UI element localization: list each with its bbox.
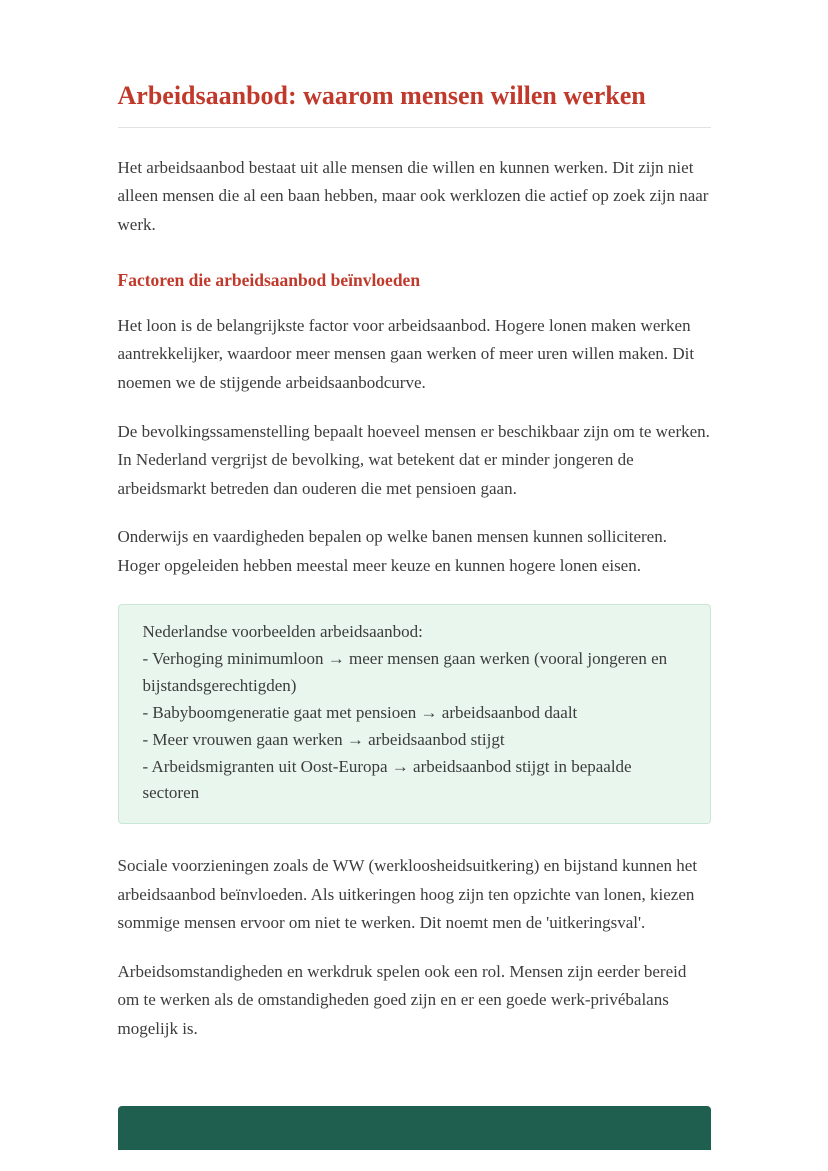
paragraph-loon: Het loon is de belangrijkste factor voor arbeidsaanbod. Hogere lonen maken werken aantrekkelijker, waardoor meer mensen gaan werken of meer uren willen maken. Dit noemen we de stijgende arbeidsaanbodcurve. [117,315,695,392]
page-title: Arbeidsaanbod: waarom mensen willen werken [117,81,646,110]
title-divider [118,127,711,128]
example-box-title: Nederlandse voorbeelden arbeidsaanbod: [142,622,423,642]
paragraph-onderwijs: Onderwijs en vaardigheden bepalen op welke banen mensen kunnen solliciteren. Hoger opgeleiden hebben meestal meer keuze en kunnen hogere lonen eisen. [117,527,667,575]
example-item-vrouwen: - Meer vrouwen gaan werken → arbeidsaanbod stijgt [142,729,505,749]
paragraph-arbeidsomstandigheden: Arbeidsomstandigheden en werkdruk spelen ook een rol. Mensen zijn eerder bereid om te werken als de omstandigheden goed zijn en er een goede werk-privébalans mogelijk is. [117,961,687,1039]
paragraph-bevolkingssamenstelling: De bevolkingssamenstelling bepaalt hoeveel mensen er beschikbaar zijn om te werken. In Nederland vergrijst de bevolking, wat betekent dat er minder jongeren de arbeidsmarkt betreden dan ouderen die met pensioen gaan. [117,421,710,498]
intro-paragraph: Het arbeidsaanbod bestaat uit alle mensen die willen en kunnen werken. Dit zijn niet alleen mensen die al een baan hebben, maar ook werklozen die actief op zoek zijn naar werk. [117,157,709,234]
next-section-header-bar [118,1106,711,1150]
paragraph-sociale-voorzieningen: Sociale voorzieningen zoals de WW (werkloosheidsuitkering) en bijstand kunnen het arbeidsaanbod beïnvloeden. Als uitkeringen hoog zijn ten opzichte van lonen, kiezen sommige mensen ervoor om niet te werken. Dit noemt men de 'uitkeringsval'. [117,856,698,933]
document-page [118,0,711,1150]
example-item-minimumloon: - Verhoging minimumloon → meer mensen gaan werken (vooral jongeren en bijstandsgerechtigden) [142,649,668,695]
example-item-babyboom: - Babyboomgeneratie gaat met pensioen → arbeidsaanbod daalt [142,702,578,722]
example-box [118,604,711,824]
section-heading-factoren: Factoren die arbeidsaanbod beïnvloeden [117,270,421,291]
example-item-arbeidsmigranten: - Arbeidsmigranten uit Oost-Europa → arbeidsaanbod stijgt in bepaalde sectoren [142,756,632,803]
